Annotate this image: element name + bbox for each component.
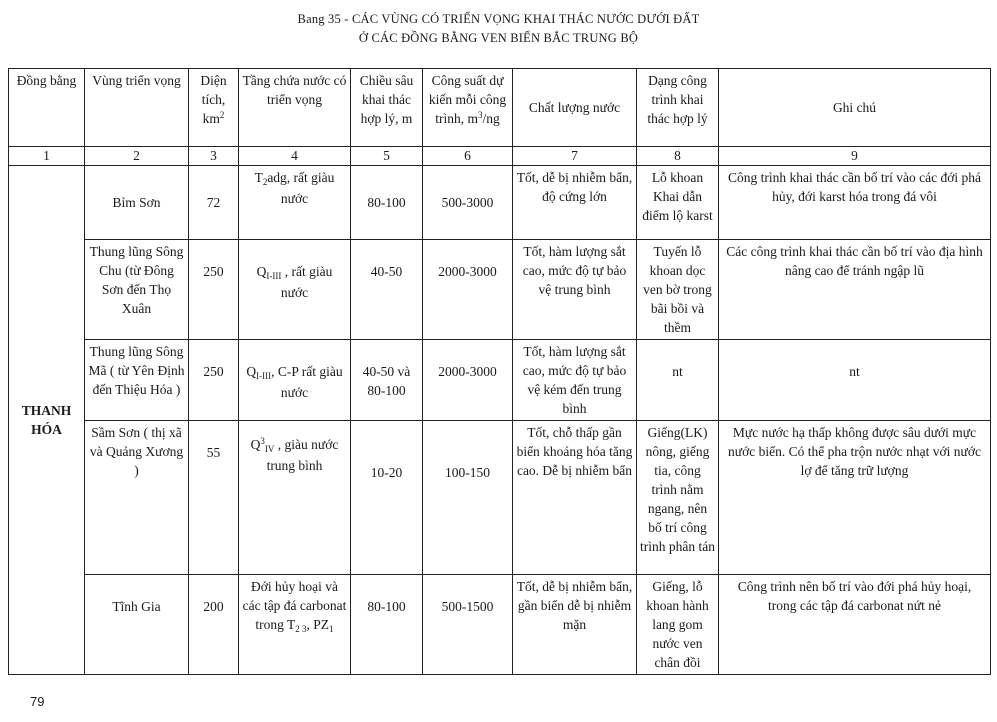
aquifer-subscript-2: 1 [329,624,334,634]
note-cell: Công trình nên bố trí vào đới phá hủy hoại, trong các tập đá carbonat nứt nẻ [719,575,991,675]
quality-cell: Tốt, hàm lượng sắt cao, mức độ tự bảo vệ kém đến trung bình [513,340,637,421]
aquifer-cell [239,340,351,421]
area-cell: Bỉm Sơn [85,166,189,240]
quality-cell: Tốt, dễ bị nhiễm bẩn, gần biển dễ bị nhiễm mặn [513,575,637,675]
table-row [9,421,991,575]
aquifer-text-tail: , giàu nước trung bình [266,437,339,473]
header-size-text: Diện tích, km [200,73,227,126]
type-cell: Giếng, lỗ khoan hành lang gom nước ven chân đồi [637,575,719,675]
header-quality: Chất lượng nước [513,69,637,147]
depth-cell: 10-20 [351,421,423,575]
header-area: Vùng triển vọng [85,69,189,147]
province-cell: THANH HÓA [9,166,85,675]
capacity-cell: 2000-3000 [423,240,513,340]
aquifer-text: T [254,170,263,185]
column-number: 5 [351,147,423,166]
header-capacity-unit: /ng [482,111,500,126]
table-title-line-2: Ở CÁC ĐỒNG BẰNG VEN BIỂN BẮC TRUNG BỘ [358,31,639,45]
column-number: 3 [189,147,239,166]
size-cell: 200 [189,575,239,675]
capacity-cell: 500-3000 [423,166,513,240]
groundwater-table [8,68,991,675]
size-cell: 250 [189,240,239,340]
capacity-cell: 500-1500 [423,575,513,675]
note-cell: Công trình khai thác cần bố trí vào các đới phá hủy, đới karst hóa trong đá vôi [719,166,991,240]
type-cell: Lỗ khoan Khai dẫn điểm lộ karst [637,166,719,240]
aquifer-cell [239,240,351,340]
type-cell: nt [637,340,719,421]
type-cell: Tuyến lỗ khoan dọc ven bờ trong bãi bồi và thềm [637,240,719,340]
type-cell: Giếng(LK) nông, giếng tia, công trình nằm ngang, nên bố trí công trình phân tán [637,421,719,575]
size-cell: 250 [189,340,239,421]
header-size [189,69,239,147]
capacity-cell: 2000-3000 [423,340,513,421]
depth-cell: 80-100 [351,166,423,240]
column-number: 7 [513,147,637,166]
aquifer-cell [239,421,351,575]
depth-cell: 40-50 và 80-100 [351,340,423,421]
table-row [9,340,991,421]
header-plain: Đồng bằng [9,69,85,147]
header-depth: Chiều sâu khai thác hợp lý, m [351,69,423,147]
aquifer-subscript: 2 3 [295,624,307,634]
depth-cell: 80-100 [351,575,423,675]
column-number: 4 [239,147,351,166]
aquifer-text-tail: , rất giàu nước [280,264,333,300]
aquifer-text: Q [256,264,267,279]
depth-cell: 40-50 [351,240,423,340]
aquifer-subscript: I-III [266,271,282,281]
column-number-row [9,147,991,166]
note-cell: Mực nước hạ thấp không được sâu dưới mực nước biển. Có thể pha trộn nước nhạt với nước lợ để tăng trữ lượng [719,421,991,575]
aquifer-cell [239,575,351,675]
note-cell: nt [719,340,991,421]
area-cell: Sầm Sơn ( thị xã và Quảng Xương ) [85,421,189,575]
header-size-sup: 2 [219,110,225,120]
header-capacity-text: Công suất dự kiến mỗi công trình, m [428,73,507,126]
column-number: 8 [637,147,719,166]
area-cell: Thung lũng Sông Chu (từ Đông Sơn đến Thọ Xuân [85,240,189,340]
aquifer-text: Q [250,437,261,452]
size-cell: 55 [189,421,239,575]
aquifer-superscript: 3 [260,436,265,446]
header-row [9,69,991,147]
quality-cell: Tốt, dễ bị nhiễm bẩn, độ cứng lớn [513,166,637,240]
aquifer-text-tail: , C-P rất giàu nước [271,364,343,400]
area-cell: Thung lũng Sông Mã ( từ Yên Định đến Thiệu Hóa ) [85,340,189,421]
area-cell: Tĩnh Gia [85,575,189,675]
aquifer-cell [239,166,351,240]
aquifer-text-tail: , PZ [306,617,330,632]
header-note: Ghi chú [719,69,991,147]
column-number: 6 [423,147,513,166]
column-number: 1 [9,147,85,166]
aquifer-subscript: 2 [262,177,268,187]
capacity-cell: 100-150 [423,421,513,575]
header-capacity [423,69,513,147]
note-cell: Các công trình khai thác cần bố trí vào địa hình nâng cao để tránh ngập lũ [719,240,991,340]
table-row [9,166,991,240]
column-number: 2 [85,147,189,166]
quality-cell: Tốt, chỗ thấp gần biển khoáng hóa tăng cao. Dễ bị nhiễm bẩn [513,421,637,575]
aquifer-text: Đới hủy hoại và các tập đá carbonat trong T [242,579,347,632]
size-cell: 72 [189,166,239,240]
header-type: Dạng công trình khai thác hợp lý [637,69,719,147]
aquifer-subscript: I-III [256,371,272,381]
column-number: 9 [719,147,991,166]
page-number: 79 [30,694,45,709]
header-aquifer: Tầng chứa nước có triển vọng [239,69,351,147]
table-row [9,240,991,340]
aquifer-text: Q [246,364,257,379]
table-title-line-1: Bang 35 - CÁC VÙNG CÓ TRIỂN VỌNG KHAI THÁC NƯỚC DƯỚI ĐẤT [297,12,700,26]
table-row [9,575,991,675]
quality-cell: Tốt, hàm lượng sắt cao, mức độ tự bảo vệ trung bình [513,240,637,340]
aquifer-subscript: IV [264,444,275,454]
header-capacity-sup: 3 [477,110,483,120]
aquifer-text-tail: adg, rất giàu nước [267,170,335,206]
